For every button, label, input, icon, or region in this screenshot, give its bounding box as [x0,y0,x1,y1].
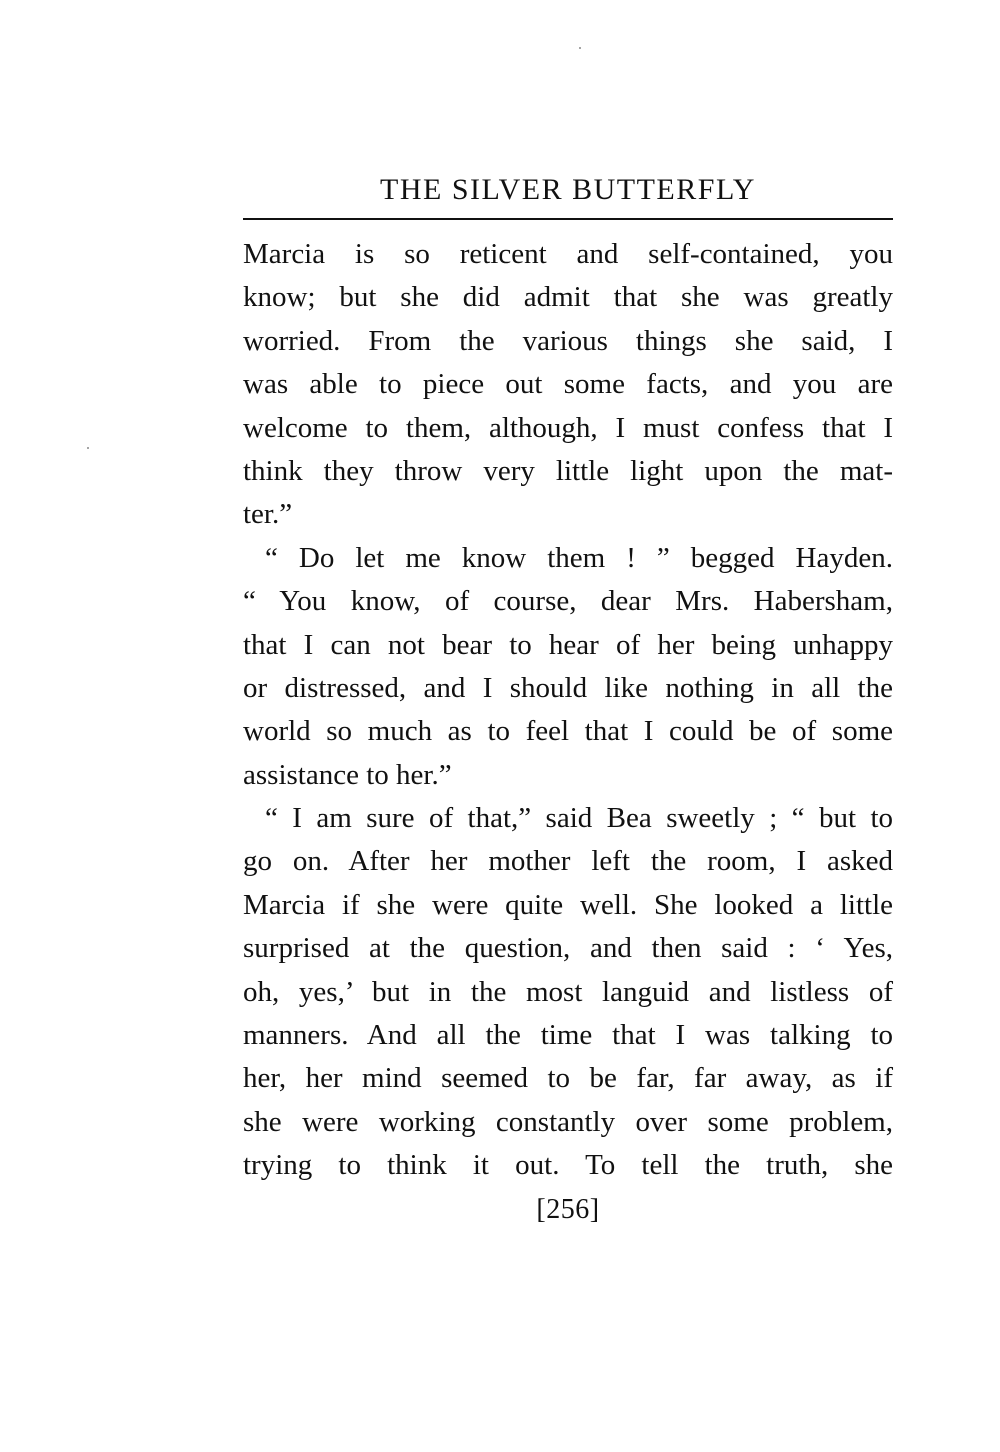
text-line: think they throw very little light upon the mat- [243,454,893,487]
text-line: worried. From the various things she said, I [243,324,893,357]
text-line: or distressed, and I should like nothing in all the [243,671,893,704]
text-line: ter.” [243,498,293,531]
text-line: was able to piece out some facts, and you are [243,368,893,401]
text-line: manners. And all the time that I was talking to [243,1019,893,1052]
header-rule [243,218,893,220]
scan-speck [87,447,89,449]
text-line: world so much as to feel that I could be of some [243,715,893,748]
body-text [243,233,893,1188]
page-number: [256] [536,1194,600,1225]
text-line: trying to think it out. To tell the truth, she [243,1149,893,1182]
scan-speck [579,47,581,49]
text-line: surprised at the question, and then said : ‘ Yes, [243,932,893,965]
text-line: Marcia if she were quite well. She looked a little [243,888,893,921]
text-line: know; but she did admit that she was greatly [243,281,893,314]
text-line: Marcia is so reticent and self-contained, you [243,238,893,270]
running-head: THE SILVER BUTTERFLY [380,173,756,206]
text-line: “ I am sure of that,” said Bea sweetly ; “ but to [265,802,893,835]
text-line: assistance to her.” [243,758,452,791]
text-line: go on. After her mother left the room, I asked [243,845,893,878]
text-line: “ You know, of course, dear Mrs. Habersham, [243,585,893,618]
text-line: that I can not bear to hear of her being unhappy [243,628,893,661]
text-line: she were working constantly over some problem, [243,1105,893,1138]
text-line: oh, yes,’ but in the most languid and listless of [243,975,893,1008]
text-line: welcome to them, although, I must confess that I [243,411,893,444]
text-line: “ Do let me know them ! ” begged Hayden. [265,541,893,574]
text-line: her, her mind seemed to be far, far away, as if [243,1062,893,1095]
